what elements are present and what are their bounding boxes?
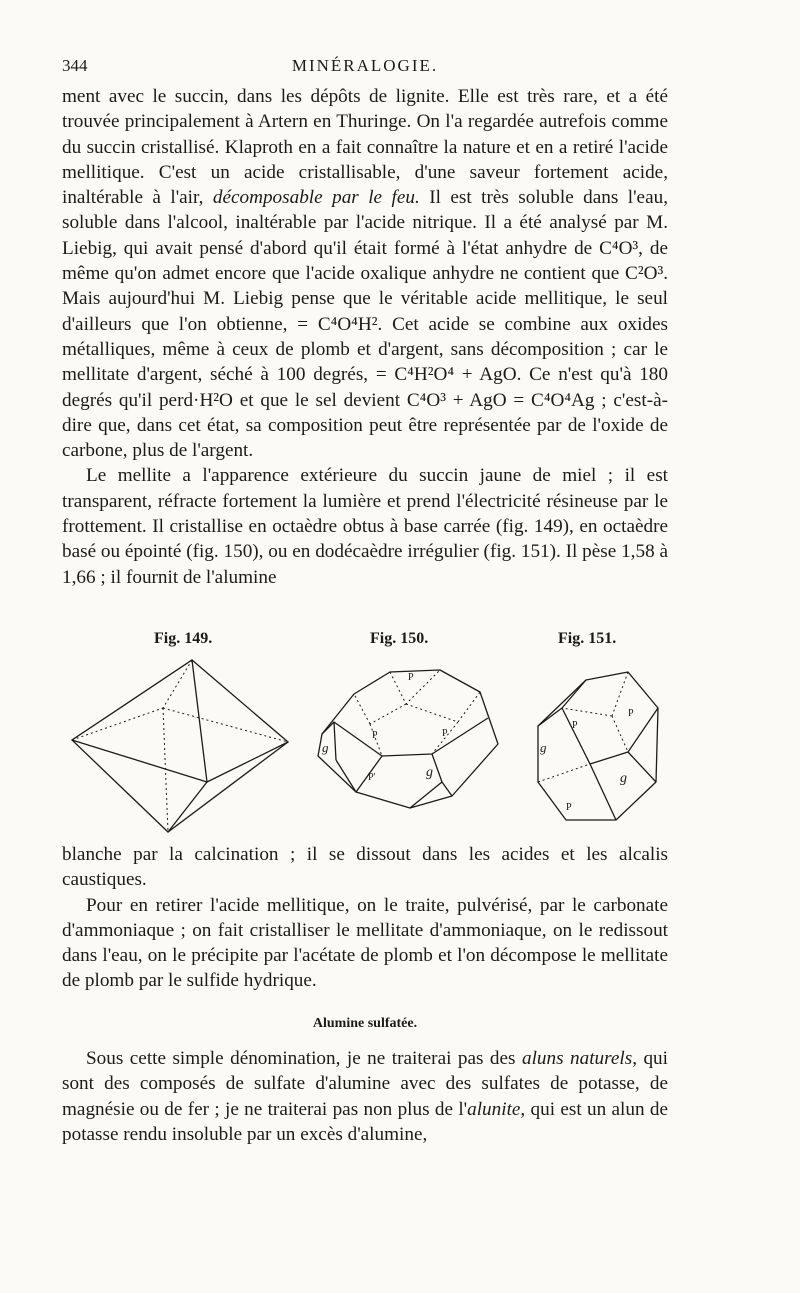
figure-151-dodecahedron [532,670,664,826]
paragraph-text: Sous cette simple dénomination, je ne traiterai pas des [86,1048,522,1069]
text-block-upper [62,84,668,590]
text-block-lower [62,842,668,994]
label-top-face: P [628,708,634,719]
label-right-face: g [620,771,627,786]
paragraph-extraction: Pour en retirer l'acide mellitique, on le traite, pulvérisé, par le carbonate d'ammoniaque ; on fait cristalliser le mellitate d'ammoniaque, on le redissout dans l'eau, on le précipite par l'acétate de plomb et l'on décompose le mellitate de plomb par le sulfide hydrique. [62,894,668,992]
figure-150-truncated-octahedron [310,664,506,812]
label-left-edge: g [322,740,329,755]
label-bottom-left: P' [368,772,376,783]
paragraph-text: Il est très soluble dans l'eau, soluble dans l'alcool, inaltérable par l'acide nitrique. Il a été analysé par M. Liebig, qui avait pensé d'abord qu'il était formé à l'état anhydre de C⁴O³, de même qu'on admet encore que l'acide oxalique anhydre ne contient que C²O³. Mais aujourd'hui M. Liebig pense que le véritable acide mellitique, le seul d'ailleurs que l'on obtienne, = C⁴O⁴H². Cet acide se combine aux oxides métalliques, même à ceux de plomb et d'argent, sans décomposition ; car le mellitate d'argent, séché à 100 degrés, = C⁴H²O⁴ + AgO. Ce n'est qu'à 180 degrés qu'il perd·H²O et que le sel devient C⁴O³ + AgO = C⁴O⁴Ag ; c'est-à-dire que, dans cet état, sa composition peut être représentée par de l'oxide de carbone, plus de l'argent. [62,187,668,462]
label-left-face: P [372,730,378,741]
paragraph-text: , qui sont des composés de sulfate d'alumine avec des sulfates de potasse, de magnésie ou de fer ; je ne traiterai pas non plus de l' [62,1048,668,1120]
figure-caption-150: Fig. 150. [370,630,429,647]
paragraph-mellite-description: Le mellite a l'apparence extérieure du succin jaune de miel ; il est transparent, réfracte fortement la lumière et prend l'électricité résineuse par le frottement. Il cristallise en octaèdre obtus à base carrée (fig. 149), en octaèdre basé ou épointé (fig. 150), ou en dodécaèdre irrégulier (fig. 151). Il pèse 1,58 à 1,66 ; il fournit de l'alumine [62,465,668,588]
label-edge: g [540,740,547,755]
label-bottom-right: g [426,765,433,780]
paragraph-alumine-sulfatee [62,1046,668,1147]
figure-caption-151: Fig. 151. [558,630,617,647]
figure-caption-149: Fig. 149. [154,630,213,647]
label-bottom: P [566,802,572,813]
label-left-face: P [572,720,578,731]
paragraph-text: ment avec le succin, dans les dépôts de lignite. Elle est très rare, et a été trouvée principalement à Artern en Thuringe. On l'a regardée autrefois comme du succin cristallisé. Klaproth en a fait connaître la nature et en a retiré l'acide mellitique. C'est un acide cristallisable, d'une saveur fortement acide, inaltérable à l'air, [62,86,668,209]
running-title: MINÉRALOGIE. [291,56,439,75]
section-title: Alumine sulfatée. [312,1016,418,1031]
text-block-alumine [62,1046,668,1147]
italic-phrase: alunite [467,1098,521,1120]
page-number: 344 [62,56,88,75]
paragraph-calcination: blanche par la calcination ; il se dissout dans les acides et les alcalis caustiques. [62,844,668,891]
paragraph-mellite-acid [62,84,668,463]
page-header [62,56,668,86]
italic-phrase: décomposable par le feu. [212,187,420,209]
figure-149-octahedron [66,658,294,838]
italic-phrase: aluns naturels [521,1048,633,1069]
paragraph-text: , qui est un alun de potasse rendu insoluble par un excès d'alumine, [62,1098,669,1145]
figures-row [62,628,668,838]
label-top: P [408,672,414,683]
label-right-face: P [442,728,448,739]
